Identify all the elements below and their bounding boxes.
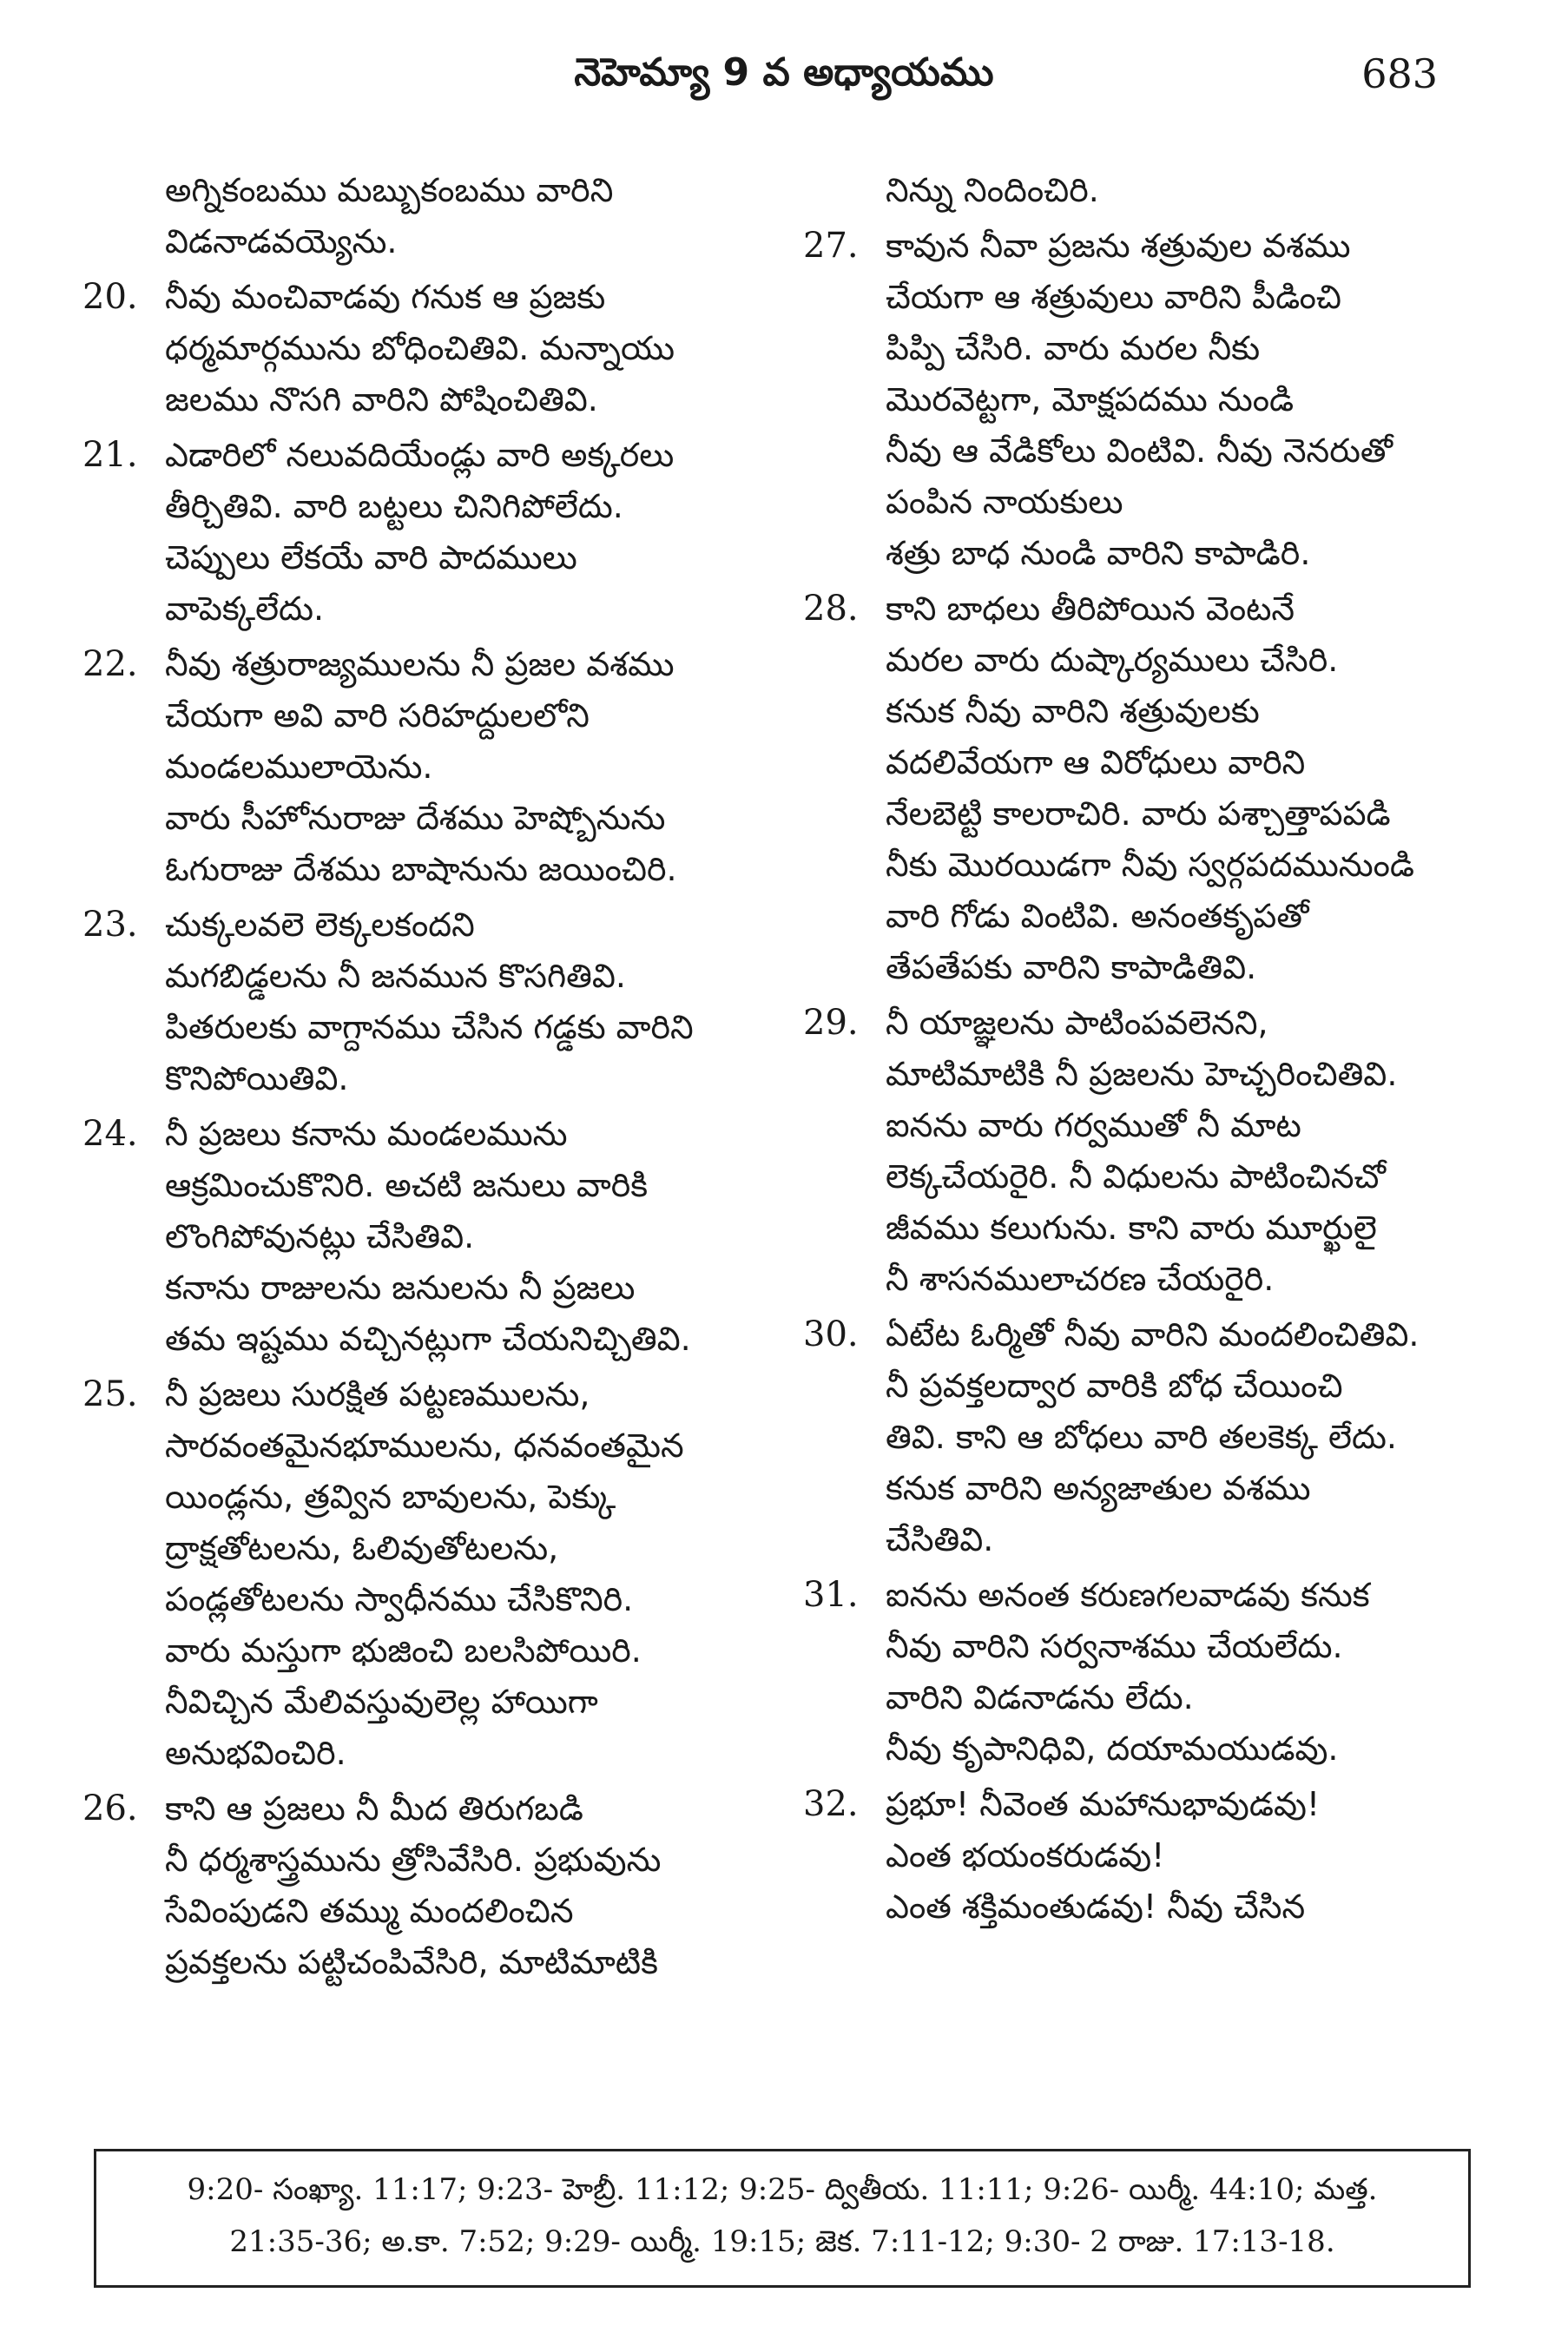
verse-line: పంపిన నాయకులు (886, 483, 1123, 521)
verse (82, 430, 768, 635)
verse-line: పండ్లతోటలను స్వాధీనము చేసికొనిరి. (165, 1580, 634, 1618)
verse-line: నీ ప్రవక్తలద్వార వారికి బోధ చేయించి (886, 1367, 1343, 1405)
verse-line: విడనాడవయ్యెను. (165, 222, 398, 260)
verse-line: నీవు కృపానిధివి, దయామయుడవు. (886, 1729, 1339, 1768)
verse-line: జీవము కలుగును. కాని వారు మూర్ఖులై (886, 1209, 1377, 1247)
verse-line: నీ శాసనములాచరణ చేయరైరి. (886, 1260, 1275, 1298)
verse (82, 899, 768, 1104)
verse-line: నిన్ను నిందించిరి. (886, 171, 1099, 209)
verse-line: జలము నొసగి వారిని పోషించితివి. (165, 380, 598, 418)
verse (82, 1369, 768, 1779)
verse-line: నీవు ఆ వేడికోలు వింటివి. నీవు నెనరుతో (886, 432, 1393, 470)
verse-number: 31. (803, 1575, 859, 1615)
verse-line: ఓగురాజు దేశము బాషానును జయించిరి. (165, 850, 677, 888)
verse (82, 639, 768, 895)
verse-line: మండలములాయెను. (165, 748, 433, 786)
verse (803, 1570, 1489, 1775)
verse-line: కనుక నీవు వారిని శత్రువులకు (886, 692, 1260, 730)
verse-number: 30. (803, 1314, 859, 1354)
verse (803, 1779, 1489, 1933)
verse (82, 1783, 768, 1988)
verse-line: నీకు మొరయిడగా నీవు స్వర్గపదమునుండి (886, 846, 1414, 884)
verse-line: మగబిడ్డలను నీ జనమున కొసగితివి. (165, 957, 626, 995)
verse-line: తమ ఇష్టము వచ్చినట్లుగా చేయనిచ్చితివి. (165, 1320, 691, 1358)
right-column (803, 165, 1489, 1937)
verse (803, 1309, 1489, 1565)
verse-line: సేవింపుడని తమ్ము మందలించిన (165, 1892, 574, 1930)
verse-line: చేయగా ఆ శత్రువులు వారిని పీడించి (886, 278, 1341, 316)
verse-line: నీవు శత్రురాజ్యములను నీ ప్రజల వశము (165, 645, 675, 683)
verse-number: 28. (803, 589, 859, 629)
verse-line: ప్రవక్తలను పట్టిచంపివేసిరి, మాటిమాటికి (165, 1943, 658, 1981)
verse (803, 583, 1489, 993)
verse-line: ద్రాక్షతోటలను, ఓలివుతోటలను, (165, 1529, 559, 1567)
verse-line: వారి గోడు వింటివి. అనంతకృపతో (886, 897, 1309, 935)
verse-continuation (82, 165, 768, 267)
chapter-title: నెహెమ్యా 9 వ అధ్యాయము (574, 50, 994, 95)
verse-number: 22. (82, 644, 138, 684)
verse-number: 32. (803, 1784, 859, 1824)
verse-line: నేలబెట్టి కాలరాచిరి. వారు పశ్చాత్తాపపడి (886, 794, 1391, 833)
verse-number: 29. (803, 1003, 859, 1043)
verse-line: ఐనను అనంత కరుణగలవాడవు కనుక (886, 1576, 1370, 1614)
verse-line: వాపెక్కలేదు. (165, 590, 325, 628)
verse-line: అగ్నికంబము మబ్బుకంబము వారిని (165, 171, 614, 209)
verse-line: ఐనను వారు గర్వముతో నీ మాట (886, 1106, 1301, 1144)
verse-line: మరల వారు దుష్కార్యములు చేసిరి. (886, 641, 1339, 679)
verse-number: 26. (82, 1789, 138, 1828)
verse-number: 24. (82, 1114, 138, 1154)
verse-line: కాని బాధలు తీరిపోయిన వెంటనే (886, 590, 1295, 628)
verse-line: సారవంతమైనభూములను, ధనవంతమైన (165, 1426, 684, 1465)
verse-line: కనుక వారిని అన్యజాతుల వశము (886, 1469, 1311, 1507)
verse-line: కనాను రాజులను జనులను నీ ప్రజలు (165, 1268, 636, 1307)
verse-line: వారు మస్తుగా భుజించి బలసిపోయిరి. (165, 1631, 642, 1670)
verse-line: చేయగా అవి వారి సరిహద్దులలోని (165, 696, 590, 735)
verse-line: వారిని విడనాడను లేదు. (886, 1678, 1194, 1716)
verse-line: నీవు మంచివాడవు గనుక ఆ ప్రజకు (165, 278, 606, 316)
verse-line: కాని ఆ ప్రజలు నీ మీద తిరుగబడి (165, 1789, 583, 1828)
verse-line: ఎంత భయంకరుడవు! (886, 1836, 1165, 1874)
verse-line: తేపతేపకు వారిని కాపాడితివి. (886, 948, 1257, 986)
page-header (96, 43, 1472, 113)
verse-line: నీ ప్రజలు కనాను మండలమును (165, 1115, 568, 1153)
verse (82, 1109, 768, 1365)
verse-line: నీవు వారిని సర్వనాశము చేయలేదు. (886, 1627, 1343, 1665)
verse-line: నీ ప్రజలు సురక్షిత పట్టణములను, (165, 1375, 590, 1413)
verse-line: పితరులకు వాగ్దానము చేసిన గడ్డకు వారిని (165, 1008, 694, 1046)
verse-number: 20. (82, 277, 138, 317)
verse-number: 27. (803, 226, 859, 266)
verse-line: నీవిచ్చిన మేలివస్తువులెల్ల హాయిగా (165, 1683, 598, 1721)
verse-line: వదలివేయగా ఆ విరోధులు వారిని (886, 743, 1306, 781)
verse-line: కావున నీవా ప్రజను శత్రువుల వశము (886, 227, 1351, 265)
verse-line: చుక్కలవలె లెక్కలకందని (165, 906, 475, 944)
verse-line: వారు సీహోనురాజు దేశము హెష్బోనును (165, 799, 666, 837)
verse (803, 998, 1489, 1305)
verse-line: మొరవెట్టగా, మోక్షపదము నుండి (886, 380, 1295, 418)
verse-line: చేసితివి. (886, 1520, 994, 1558)
verse-number: 25. (82, 1374, 138, 1414)
verse-line: లెక్కచేయరైరి. నీ విధులను పాటించినచో (886, 1157, 1386, 1196)
verse-line: శత్రు బాధ నుండి వారిని కాపాడిరి. (886, 534, 1311, 572)
verse-line: ఏటేట ఓర్మితో నీవు వారిని మందలించితివి. (886, 1315, 1420, 1354)
verse-continuation (803, 165, 1489, 216)
verse-number: 21. (82, 435, 138, 475)
verse-line: నీ యాజ్ఞలను పాటింపవలెనని, (886, 1004, 1268, 1042)
page-number: 683 (1361, 50, 1438, 97)
cross-reference-line: 9:20- సంఖ్యా. 11:17; 9:23- హెబ్రీ. 11:12; 9:25- ద్వితీయ. 11:11; 9:26- యిర్మీ. 44:10; మత్త. (187, 2172, 1378, 2207)
verse-line: చెప్పులు లేకయే వారి పాదములు (165, 538, 577, 576)
verse-line: లొంగిపోవునట్లు చేసితివి. (165, 1217, 475, 1255)
verse-line: తీర్చితివి. వారి బట్టలు చినిగిపోలేదు. (165, 487, 623, 525)
verse-line: నీ ధర్మశాస్త్రమును త్రోసివేసిరి. ప్రభువును (165, 1841, 662, 1879)
verse (82, 272, 768, 425)
cross-reference-line: 21:35-36; అ.కా. 7:52; 9:29- యిర్మీ. 19:15; జెక. 7:11-12; 9:30- 2 రాజు. 17:13-18. (229, 2224, 1335, 2259)
cross-reference-box (94, 2149, 1471, 2288)
verse-line: ఎంత శక్తిమంతుడవు! నీవు చేసిన (886, 1888, 1306, 1926)
verse-line: యిండ్లను, త్రవ్విన బావులను, పెక్కు (165, 1478, 616, 1516)
verse-line: పిప్పి చేసిరి. వారు మరల నీకు (886, 329, 1261, 367)
verse-line: ప్రభూ! నీవెంత మహానుభావుడవు! (886, 1785, 1321, 1823)
verse (803, 221, 1489, 579)
verse-number: 23. (82, 905, 138, 945)
verse-line: మాటిమాటికి నీ ప్రజలను హెచ్చరించితివి. (886, 1055, 1398, 1093)
verse-line: ఎడారిలో నలువదియేండ్లు వారి అక్కరలు (165, 436, 675, 474)
verse-line: ఆక్రమించుకొనిరి. అచటి జనులు వారికి (165, 1166, 649, 1204)
verse-line: ధర్మమార్గమును బోధించితివి. మన్నాయు (165, 329, 675, 367)
verse-line: కొనిపోయితివి. (165, 1059, 349, 1097)
verse-line: తివి. కాని ఆ బోధలు వారి తలకెక్క లేదు. (886, 1418, 1398, 1456)
verse-line: అనుభవించిరి. (165, 1734, 346, 1772)
left-column (82, 165, 768, 1993)
